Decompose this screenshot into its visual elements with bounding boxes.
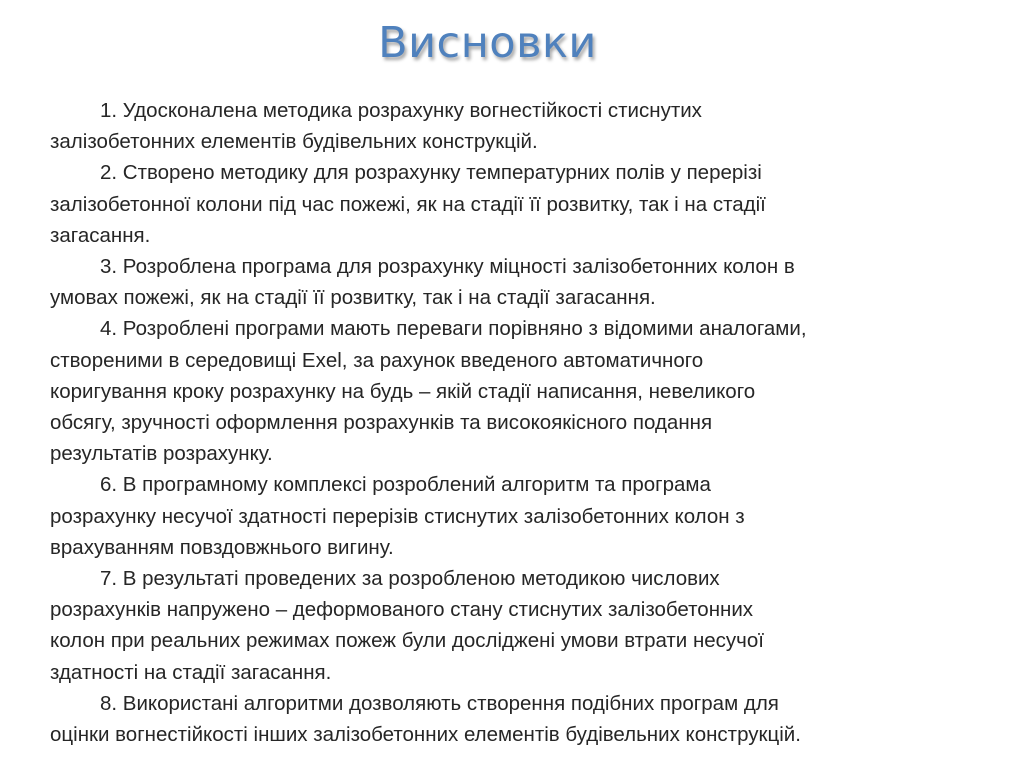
text-line: здатності на стадії загасання. — [50, 660, 332, 684]
conclusion-paragraph-4 — [50, 313, 1000, 469]
text-line: коригування кроку розрахунку на будь – якій стадії написання, невеликого — [50, 379, 756, 403]
conclusions-list — [50, 95, 1000, 750]
conclusion-paragraph-8 — [50, 688, 1000, 750]
conclusion-paragraph-2 — [50, 157, 1000, 251]
text-line: створеними в середовищі Exel, за рахунок введеного автоматичного — [50, 348, 704, 372]
text-line: 1. Удосконалена методика розрахунку вогнестійкості стиснутих — [100, 99, 702, 122]
text-line: 2. Створено методику для розрахунку температурних полів у перерізі — [100, 161, 762, 185]
conclusion-paragraph-1 — [50, 95, 1000, 157]
text-line: 6. В програмному комплексі розроблений алгоритм та програма — [100, 473, 711, 497]
text-line: 3. Розроблена програма для розрахунку міцності залізобетонних колон в — [100, 255, 795, 279]
text-line: залізобетонних елементів будівельних конструкцій. — [50, 130, 538, 154]
text-line: розрахунків напружено – деформованого стану стиснутих залізобетонних — [50, 598, 754, 622]
slide-title: Висновки — [378, 18, 597, 68]
text-line: 7. В результаті проведених за розробленою методикою числових — [100, 567, 720, 591]
conclusion-paragraph-7 — [50, 563, 1000, 688]
conclusion-paragraph-3 — [50, 251, 1000, 313]
text-line: обсягу, зручності оформлення розрахунків та високоякісного подання — [50, 411, 713, 435]
text-line: 8. Використані алгоритми дозволяють створення подібних програм для — [100, 691, 779, 715]
conclusion-paragraph-6 — [50, 469, 1000, 563]
text-line: колон при реальних режимах пожеж були досліджені умови втрати несучої — [50, 629, 764, 653]
text-line: умовах пожежі, як на стадії її розвитку, так і на стадії загасання. — [50, 286, 656, 310]
text-line: залізобетонної колони під час пожежі, як на стадії її розвитку, так і на стадії — [50, 192, 766, 216]
text-line: результатів розрахунку. — [50, 442, 273, 466]
text-line: 4. Розроблені програми мають переваги порівняно з відомими аналогами, — [100, 317, 807, 341]
text-line: загасання. — [50, 223, 151, 247]
text-line: врахуванням повздовжнього вигину. — [50, 535, 394, 559]
text-line: оцінки вогнестійкості інших залізобетонних елементів будівельних конструкцій. — [50, 723, 801, 747]
text-line: розрахунку несучої здатності перерізів стиснутих залізобетонних колон з — [50, 504, 745, 528]
